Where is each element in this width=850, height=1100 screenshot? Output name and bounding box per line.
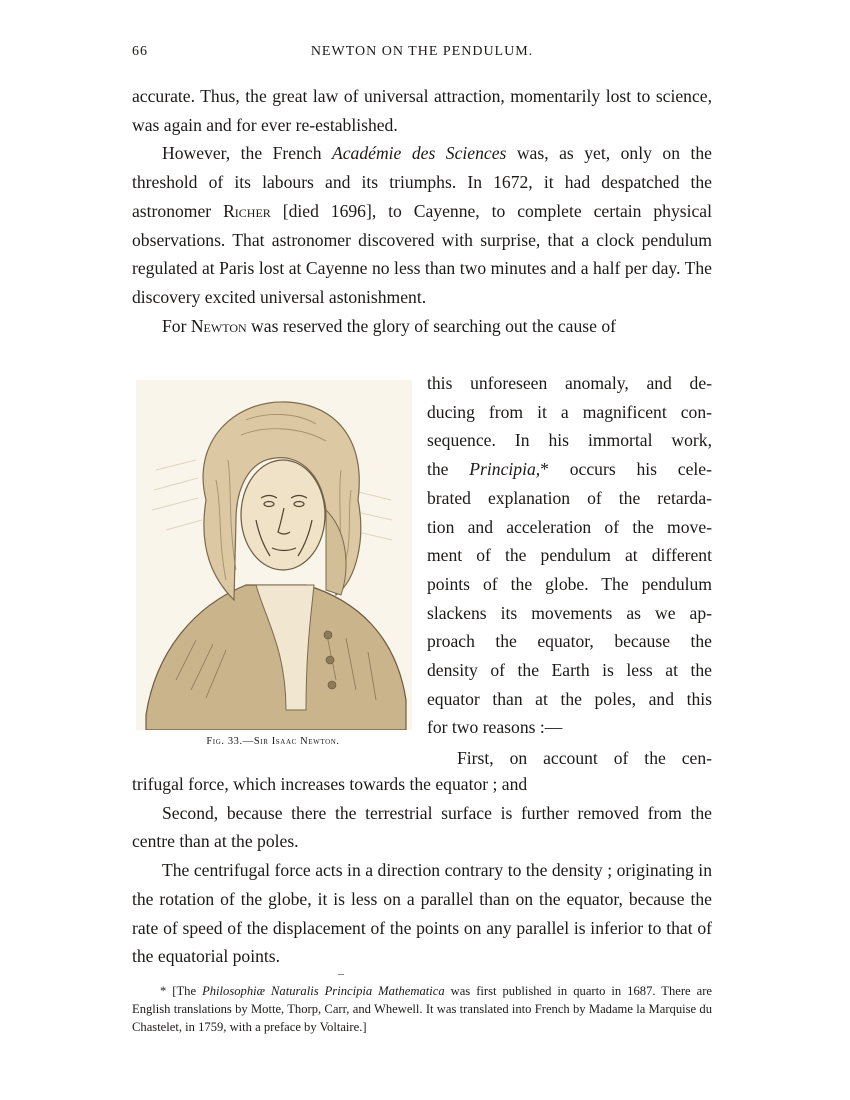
paragraph <box>132 139 712 311</box>
text-run: was reserved the glory of searching out the cause of <box>246 315 616 336</box>
text-line: brated explanation of the retarda- <box>427 487 712 508</box>
paragraph: accurate. Thus, the great law of universal attraction, momentarily lost to science, was again and for ever re-established. <box>132 86 712 135</box>
text-line: this unforeseen anomaly, and de- <box>427 373 712 393</box>
running-title: NEWTON ON THE PENDULUM. <box>310 44 534 59</box>
text-line: ment of the pendulum at different <box>427 545 712 566</box>
text-run: [died 1696], to Cayenne, to complete certain physical observations. That astronomer discovered with surprise, that a clock pendulum regulated at Paris lost at Cayenne no less than two minutes and a half per day. The discovery excited universal astonishment. <box>132 200 712 307</box>
text-line: points of the globe. The pendulum <box>427 573 712 594</box>
text-line: slackens its movements as we ap- <box>427 602 712 623</box>
text-line: sequence. In his immortal work, <box>427 430 712 451</box>
text-line: tion and acceleration of the move- <box>427 516 712 537</box>
figure <box>132 368 414 763</box>
text-line: proach the equator, because the <box>427 631 712 652</box>
footnote-marker: * [The <box>160 984 203 998</box>
text-line: density of the Earth is less at the <box>427 660 712 681</box>
newton-portrait <box>136 380 412 730</box>
text-run: However, the French <box>162 143 332 164</box>
footnote <box>132 982 712 1036</box>
paragraph: The centrifugal force acts in a direction contrary to the density ; originating in the rotation of the globe, it is less on a parallel than on the equator, because the rate of speed of the displacement of the points on any parallel is inferior to that of the equatorial points. <box>132 860 712 967</box>
figure-caption: Fig. 33.—Sir Isaac Newton. <box>206 736 340 747</box>
text-line <box>427 455 712 484</box>
text-block-bottom <box>132 770 712 971</box>
footnote-rule <box>338 974 344 975</box>
portrait-engraving <box>136 380 412 730</box>
footnote-text: was first published in quarto in 1687. There are English translations by Motte, Thorp, Carr, and Whewell. It was translated into French by Madame la Marquise du Chastelet, in 1759, with a preface by Voltaire.] <box>132 984 712 1034</box>
text-block-top <box>132 82 712 340</box>
text-line: equator than at the poles, and this <box>427 688 712 709</box>
text-run: was, as yet, only on the threshold of its labours and its triumphs. In 1672, it had despatched the astronomer <box>132 143 712 221</box>
italic-text: Académie des Sciences <box>332 143 507 164</box>
text-run: the <box>427 459 470 480</box>
person-name: Newton <box>190 315 247 336</box>
text-run: For <box>162 315 191 336</box>
text-column-wrapped <box>427 369 712 773</box>
text-line: ducing from it a magnificent con- <box>427 401 712 422</box>
paragraph: trifugal force, which increases towards the equator ; and <box>132 774 528 794</box>
page-header <box>132 44 712 66</box>
page-number: 66 <box>132 44 148 59</box>
text-line: First, on account of the cen- <box>457 748 712 769</box>
person-name: Richer <box>223 200 271 221</box>
text-line: for two reasons :— <box>427 717 563 738</box>
paragraph <box>132 312 712 341</box>
italic-text: Philosophiæ Naturalis Principia Mathematica <box>202 984 445 998</box>
italic-text: Principia, <box>469 459 541 480</box>
text-run: * occurs his cele- <box>540 459 712 480</box>
paragraph: Second, because there the terrestrial surface is further removed from the centre than at the poles. <box>132 802 712 852</box>
